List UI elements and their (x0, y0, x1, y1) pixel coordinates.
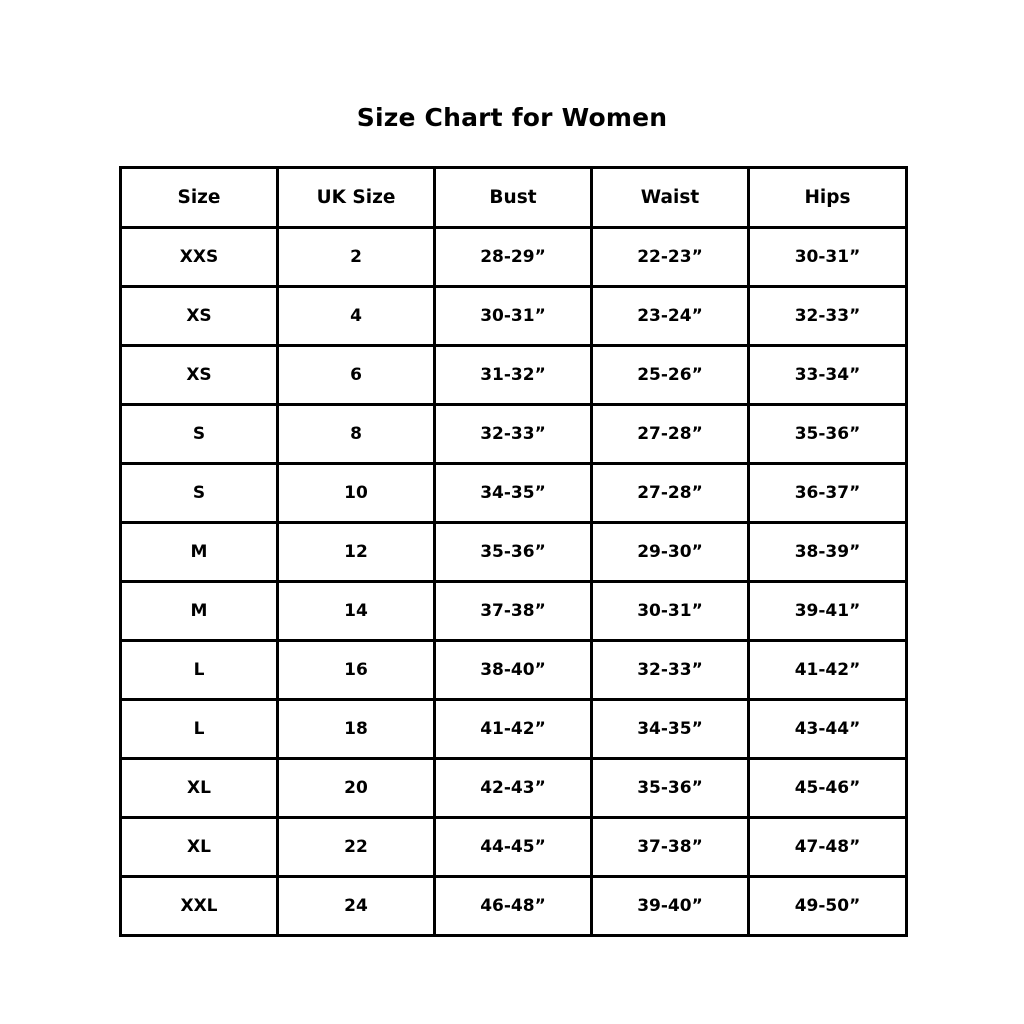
cell-uk-size: 10 (278, 464, 435, 523)
cell-size: XS (121, 287, 278, 346)
cell-hips: 30-31” (749, 228, 907, 287)
cell-waist: 23-24” (592, 287, 749, 346)
table-row (121, 346, 907, 405)
cell-size: S (121, 405, 278, 464)
size-chart-table (119, 166, 908, 937)
cell-size: XXS (121, 228, 278, 287)
column-header-size: Size (121, 168, 278, 228)
cell-uk-size: 24 (278, 877, 435, 936)
cell-waist: 22-23” (592, 228, 749, 287)
cell-bust: 42-43” (435, 759, 592, 818)
cell-waist: 34-35” (592, 700, 749, 759)
cell-uk-size: 14 (278, 582, 435, 641)
cell-hips: 33-34” (749, 346, 907, 405)
column-header-waist: Waist (592, 168, 749, 228)
table-row (121, 287, 907, 346)
cell-waist: 32-33” (592, 641, 749, 700)
cell-bust: 44-45” (435, 818, 592, 877)
table-row (121, 523, 907, 582)
page-title: Size Chart for Women (356, 103, 668, 132)
cell-hips: 39-41” (749, 582, 907, 641)
cell-bust: 41-42” (435, 700, 592, 759)
cell-uk-size: 2 (278, 228, 435, 287)
cell-waist: 25-26” (592, 346, 749, 405)
cell-bust: 34-35” (435, 464, 592, 523)
cell-bust: 28-29” (435, 228, 592, 287)
cell-waist: 27-28” (592, 405, 749, 464)
cell-bust: 30-31” (435, 287, 592, 346)
cell-bust: 37-38” (435, 582, 592, 641)
cell-hips: 49-50” (749, 877, 907, 936)
table-row (121, 228, 907, 287)
column-header-uk-size: UK Size (278, 168, 435, 228)
column-header-hips: Hips (749, 168, 907, 228)
cell-hips: 36-37” (749, 464, 907, 523)
cell-bust: 38-40” (435, 641, 592, 700)
table-header-row (121, 168, 907, 228)
cell-bust: 46-48” (435, 877, 592, 936)
table-row (121, 582, 907, 641)
cell-size: XL (121, 818, 278, 877)
cell-uk-size: 20 (278, 759, 435, 818)
cell-bust: 35-36” (435, 523, 592, 582)
cell-hips: 47-48” (749, 818, 907, 877)
cell-hips: 45-46” (749, 759, 907, 818)
cell-uk-size: 4 (278, 287, 435, 346)
cell-size: XL (121, 759, 278, 818)
cell-hips: 41-42” (749, 641, 907, 700)
cell-size: S (121, 464, 278, 523)
table-row (121, 464, 907, 523)
cell-uk-size: 16 (278, 641, 435, 700)
cell-uk-size: 6 (278, 346, 435, 405)
cell-uk-size: 8 (278, 405, 435, 464)
cell-waist: 30-31” (592, 582, 749, 641)
table-row (121, 818, 907, 877)
cell-size: L (121, 700, 278, 759)
size-chart-table-container (119, 166, 905, 937)
table-row (121, 641, 907, 700)
cell-size: XS (121, 346, 278, 405)
cell-uk-size: 18 (278, 700, 435, 759)
table-row (121, 700, 907, 759)
cell-bust: 31-32” (435, 346, 592, 405)
cell-waist: 37-38” (592, 818, 749, 877)
cell-uk-size: 22 (278, 818, 435, 877)
cell-size: L (121, 641, 278, 700)
cell-waist: 27-28” (592, 464, 749, 523)
column-header-bust: Bust (435, 168, 592, 228)
cell-waist: 35-36” (592, 759, 749, 818)
cell-hips: 32-33” (749, 287, 907, 346)
cell-size: XXL (121, 877, 278, 936)
table-row (121, 405, 907, 464)
cell-waist: 39-40” (592, 877, 749, 936)
cell-waist: 29-30” (592, 523, 749, 582)
cell-hips: 35-36” (749, 405, 907, 464)
cell-uk-size: 12 (278, 523, 435, 582)
cell-bust: 32-33” (435, 405, 592, 464)
cell-size: M (121, 582, 278, 641)
cell-hips: 43-44” (749, 700, 907, 759)
table-row (121, 759, 907, 818)
cell-size: M (121, 523, 278, 582)
table-row (121, 877, 907, 936)
cell-hips: 38-39” (749, 523, 907, 582)
